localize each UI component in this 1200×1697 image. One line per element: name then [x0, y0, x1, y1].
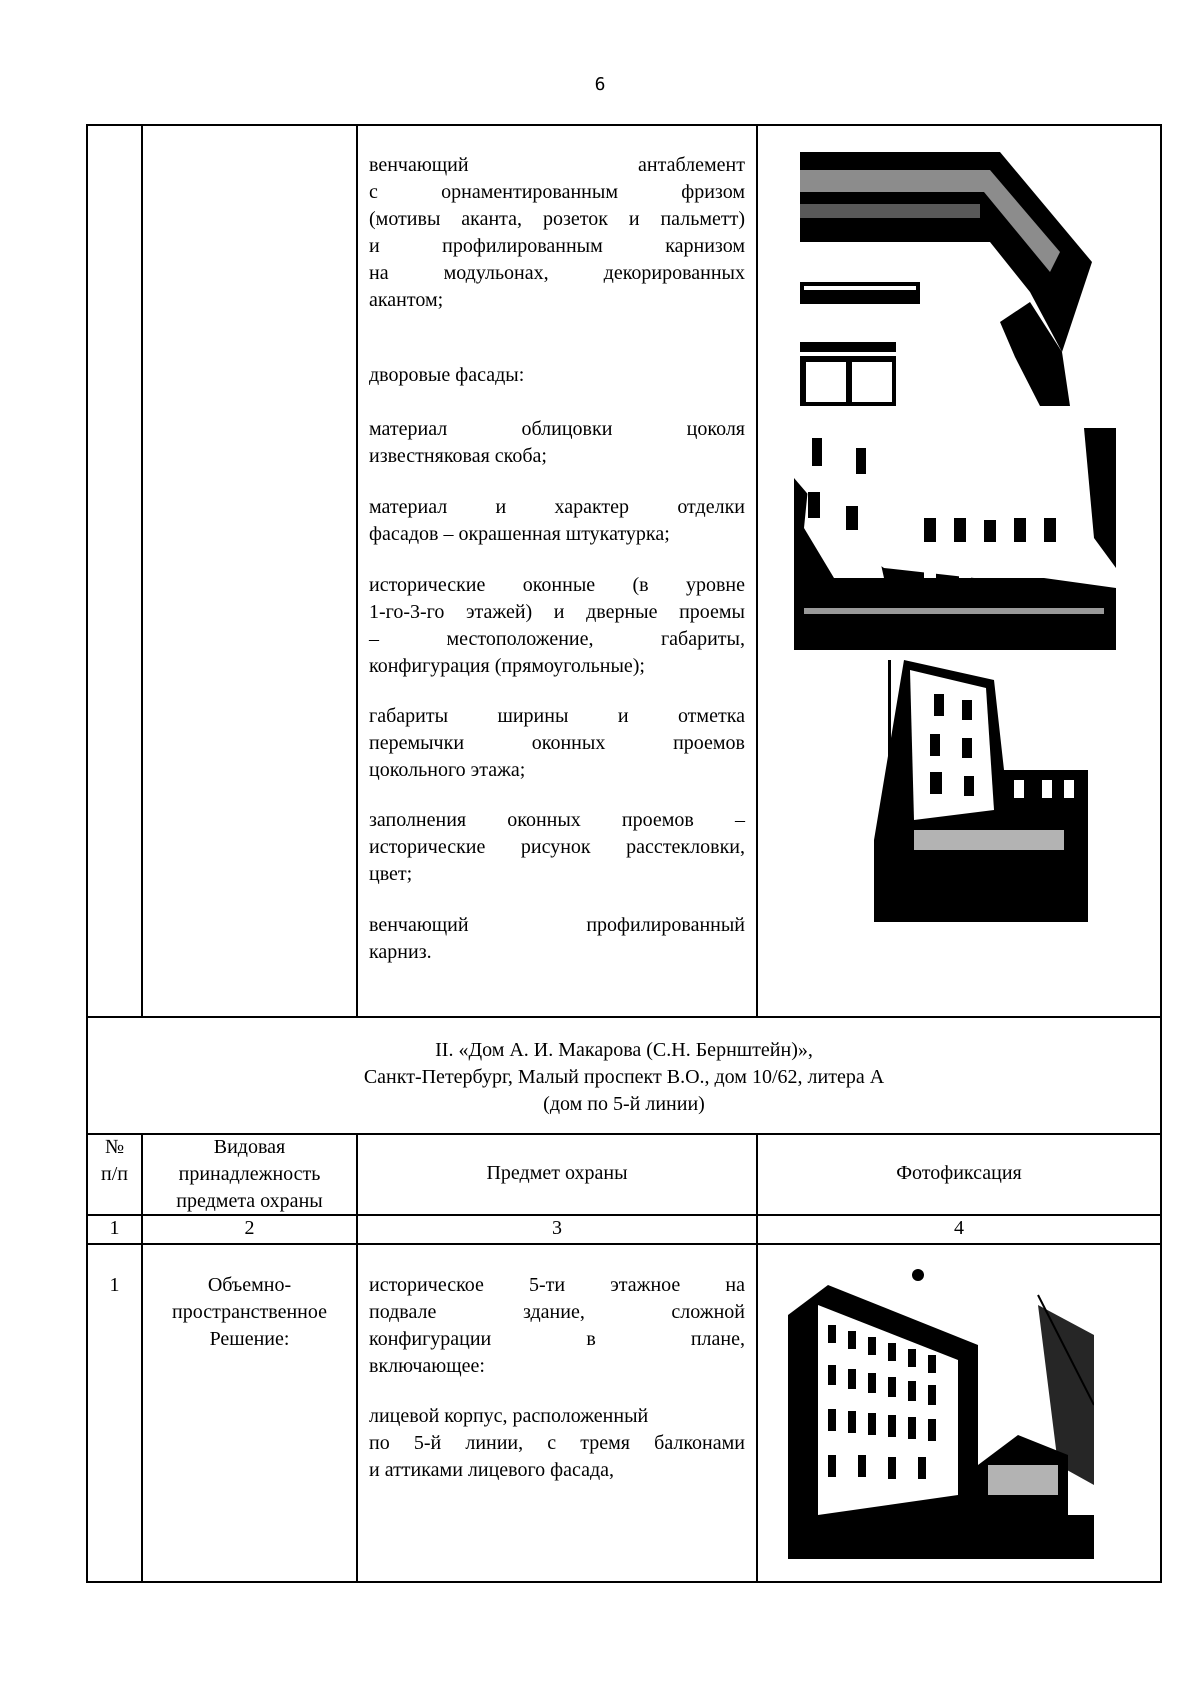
paragraph-crowning — [369, 912, 745, 966]
text-line: габариты ширины и отметка — [369, 705, 745, 727]
street-facade-photo-image — [788, 1265, 1094, 1559]
paragraph-plinth — [369, 416, 745, 470]
header-number — [86, 1134, 143, 1188]
text-line: и аттиками лицевого фасада, — [369, 1459, 615, 1481]
text-line: фасадов – окрашенная штукатурка; — [369, 523, 670, 545]
text-line: конфигурация (прямоугольные); — [369, 655, 645, 677]
col-line-3 — [756, 124, 758, 1018]
cornice-photo-image — [800, 152, 1092, 406]
text-line: лицевой корпус, расположенный — [369, 1405, 649, 1427]
col-line-2b — [356, 1133, 358, 1583]
courtyard-photo-2-image — [874, 660, 1088, 922]
col-line-3b — [756, 1133, 758, 1583]
protection-table — [86, 124, 1162, 1584]
paragraph-building — [369, 1272, 745, 1380]
text-line: подвале здание, сложной — [369, 1301, 745, 1323]
paragraph-cornice — [369, 152, 745, 314]
text-line: с орнаментированным фризом — [369, 181, 745, 203]
text-line: и профилированным карнизом — [369, 235, 745, 257]
paragraph-openings — [369, 572, 745, 680]
courtyard-photo-1-image — [794, 428, 1116, 650]
paragraph-front-wing — [369, 1403, 745, 1484]
column-number-4: 4 — [954, 1217, 964, 1239]
table-border-right — [1160, 124, 1162, 1583]
text-line: известняковая скоба; — [369, 445, 547, 467]
section-title-line: II. «Дом А. И. Макарова (С.Н. Бернштейн)», — [435, 1039, 813, 1061]
header-photo: Фотофиксация — [896, 1162, 1022, 1184]
text-line: включающее: — [369, 1355, 485, 1377]
text-line: цокольного этажа; — [369, 759, 526, 781]
header-text-line: Видовая — [213, 1136, 286, 1158]
row-number: 1 — [109, 1274, 120, 1296]
header-subject: Предмет охраны — [486, 1162, 628, 1184]
text-line: исторические оконные (в уровне — [369, 574, 745, 596]
text-line: 1-го-3-го этажей) и дверные проемы — [369, 601, 745, 623]
table-line-section-top — [86, 1016, 1162, 1018]
text-line: – местоположение, габариты, — [369, 628, 745, 650]
col-line-2 — [356, 124, 358, 1018]
section-title-line: Санкт-Петербург, Малый проспект В.О., дом 10/62, литера А — [363, 1066, 885, 1088]
text-line: венчающий профилированный — [369, 914, 745, 936]
text-line: конфигурации в плане, — [369, 1328, 745, 1350]
text-line: заполнения оконных проемов – — [369, 809, 745, 831]
text-line: акантом; — [369, 289, 444, 311]
table-border-bottom — [86, 1581, 1162, 1583]
street-facade-photo — [788, 1265, 1094, 1559]
page-number: 6 — [594, 74, 606, 95]
row-type-line: Объемно- — [207, 1274, 292, 1296]
row-type-line: Решение: — [209, 1328, 290, 1350]
text-line: материал и характер отделки — [369, 496, 745, 518]
row-type — [143, 1272, 356, 1353]
row-type-line: пространственное — [172, 1301, 327, 1323]
text-line: перемычки оконных проемов — [369, 732, 745, 754]
text-line: исторические рисунок расстекловки, — [369, 836, 745, 858]
table-line-numbers-bottom — [86, 1243, 1162, 1245]
col-line-1 — [141, 124, 143, 1018]
header-text-line: п/п — [101, 1163, 128, 1185]
header-type — [143, 1134, 356, 1215]
text-line: карниз. — [369, 941, 432, 963]
courtyard-photo-1 — [794, 428, 1116, 650]
column-number-3: 3 — [552, 1217, 562, 1239]
text-line: материал облицовки цоколя — [369, 418, 745, 440]
section-title-line: (дом по 5-й линии) — [543, 1093, 705, 1115]
text-line: по 5-й линии, с тремя балконами — [369, 1432, 745, 1454]
paragraph-finish — [369, 494, 745, 548]
text-line: (мотивы аканта, розеток и пальметт) — [369, 208, 745, 230]
column-number-1: 1 — [109, 1217, 120, 1239]
text-line: дворовые фасады: — [369, 364, 525, 386]
courtyard-photo-2 — [874, 660, 1088, 922]
table-border-top — [86, 124, 1162, 126]
header-text-line: № — [104, 1136, 125, 1158]
table-border-left — [86, 124, 88, 1583]
text-line: цвет; — [369, 863, 413, 885]
text-line: историческое 5-ти этажное на — [369, 1274, 745, 1296]
paragraph-width — [369, 703, 745, 784]
header-text-line: предмета охраны — [176, 1190, 323, 1212]
paragraph-courtyard-heading — [369, 362, 745, 389]
header-text-line: принадлежность — [178, 1163, 321, 1185]
paragraph-fillings — [369, 807, 745, 888]
column-number-2: 2 — [244, 1217, 255, 1239]
section-title — [86, 1037, 1162, 1118]
cornice-photo — [800, 152, 1092, 406]
text-line: венчающий антаблемент — [369, 154, 745, 176]
text-line: на модульонах, декорированных — [369, 262, 745, 284]
